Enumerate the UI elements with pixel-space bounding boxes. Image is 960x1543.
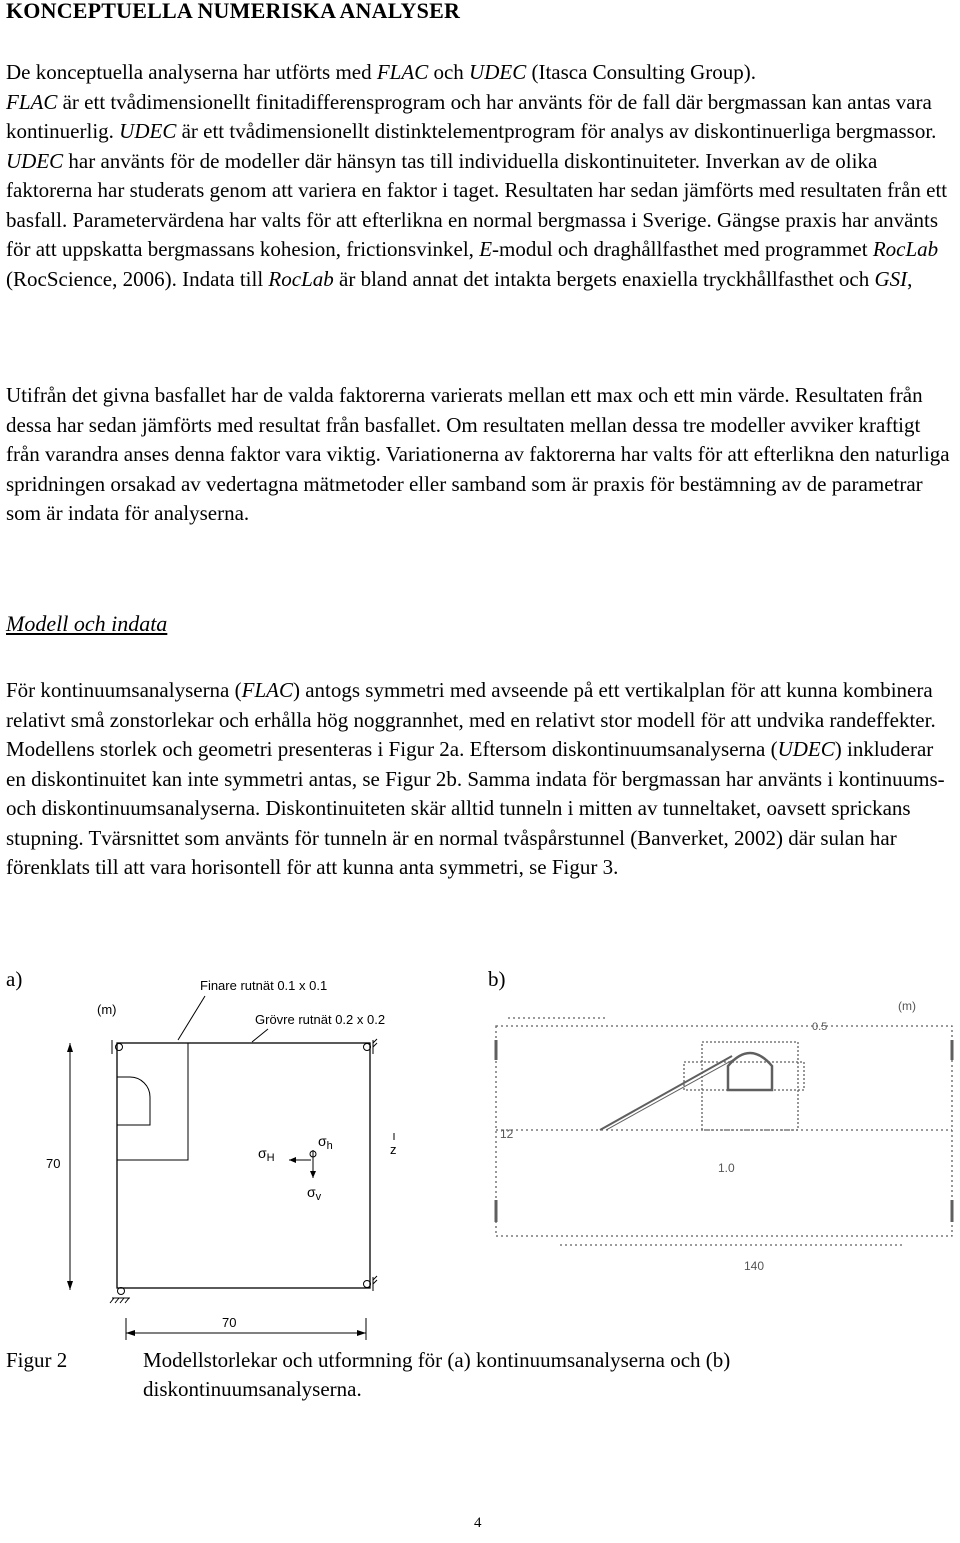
udec-term: UDEC <box>119 119 177 143</box>
sigma-vertical-label: $\sigma_v$ <box>307 1184 322 1203</box>
figure-caption-label: Figur 2 <box>6 1348 68 1372</box>
paragraph-base-case: Utifrån det givna basfallet har de valda faktorerna varierats mellan ett max och ett min värde. Resultaten från dessa har sedan jämförts med resultat från basfallet. Om resultaten mellan dessa tre modeller avviker kraftigt från varandra anses denna faktor vara viktig. Variationerna av faktorerna har valts för att efterlikna den naturliga spridningen orsakad av vedertagna mätmetoder eller samband som är praxis för bestämning av de parametrar som är indata för analyserna. <box>6 383 950 525</box>
paragraph-model <box>6 676 954 883</box>
section-title: KONCEPTUELLA NUMERISKA ANALYSER <box>6 0 461 23</box>
roller-support-bottom-left <box>110 1288 130 1304</box>
arrowhead-icon <box>357 1330 366 1336</box>
udec-term: UDEC <box>6 148 64 173</box>
flac-term: FLAC <box>376 60 429 84</box>
udec-unit-label: (m) <box>898 999 916 1013</box>
text-run: För kontinuumsanalyserna ( <box>6 678 242 702</box>
subsection-title: Modell och indata <box>6 611 168 636</box>
text-run: har använts för de modeller där hänsyn tas till individuella diskontinuiteter. Inverkan av de olika faktorerna har studerats genom att variera en faktor i taget. Resultaten har sedan jämförts med resultaten från ett basfall. Parametervärdena har valts för att efterlikna en normal bergmassa i Sverige. Gängse praxis har använts för att uppskatta bergmassans kohesion, frictionsvinkel, <box>6 148 948 261</box>
figure-2a-diagram <box>30 970 450 1340</box>
model-boundary <box>117 1043 370 1288</box>
text-run: (RocScience, 2006). Indata till <box>6 266 269 291</box>
text-run: är bland annat det intakta bergets enaxiella tryckhållfasthet och <box>333 266 875 291</box>
text-run: (Itasca Consulting Group). <box>526 60 756 84</box>
figure-label-b: b) <box>488 967 506 991</box>
arrowhead-icon <box>310 1171 316 1178</box>
arrowhead-icon <box>289 1157 296 1163</box>
sigma-horizontal-label: $\sigma_H$ <box>258 1145 275 1164</box>
model-boundary <box>496 1026 952 1236</box>
arrowhead-icon <box>67 1281 73 1290</box>
tunnel-outline <box>117 1077 150 1125</box>
paragraph-intro <box>6 58 954 294</box>
gsi-term: GSI <box>874 266 908 291</box>
text-run: ) inkluderar en diskontinuitet kan inte symmetri antas, se Figur 2b. Samma indata för bergmassan har använts i kontinuums- och diskontinuumsanalyserna. Diskontinuiteten skär alltid tunneln i mitten av tunneltaket, oavsett sprickans stupning. Tvärsnittet som använts för tunneln är en normal tvåspårstunnel (Banverket, 2002) där sulan har förenklats till att vara horisontell för att kunna anta symmetri, se Figur 3. <box>6 737 945 879</box>
fine-mesh-pointer <box>178 996 205 1040</box>
coarse-mesh-label: Grövre rutnät 0.2 x 0.2 <box>255 1012 386 1027</box>
flac-term: FLAC <box>6 89 58 114</box>
figure-2b-diagram <box>490 992 958 1277</box>
text-run: är ett tvådimensionellt finitadifferensprogram och har använts för de fall där bergmassan kan antas vara kontinuerlig. <box>6 89 932 143</box>
fine-mesh-region <box>702 1042 798 1130</box>
coarse-mesh-pointer <box>252 1029 268 1042</box>
udec-term: UDEC <box>469 60 527 84</box>
figure-label-a: a) <box>6 967 23 991</box>
text-run: , <box>907 266 913 291</box>
fine-mesh-region <box>117 1043 188 1160</box>
text-run: -modul och draghållfasthet med programmet <box>492 237 873 261</box>
udec-label-side: 12 <box>500 1127 514 1141</box>
discontinuity-line <box>606 1057 738 1130</box>
text-run: är ett tvådimensionellt distinktelementprogram för analys av diskontinuerliga bergmassor. <box>176 119 937 143</box>
z-axis-label: z <box>390 1142 397 1157</box>
arrowhead-icon <box>126 1330 135 1336</box>
sigma-out-of-plane-label: $\sigma_h$ <box>318 1133 333 1152</box>
fine-mesh-label: Finare rutnät 0.1 x 0.1 <box>200 978 328 993</box>
arrowhead-icon <box>67 1043 73 1052</box>
figure-caption-text: Modellstorlekar och utformning för (a) kontinuumsanalyserna och (b) diskontinuumsanalyserna. <box>143 1348 731 1401</box>
text-run: ) antogs symmetri med avseende på ett vertikalplan för att kunna kombinera relativt små zonstorlekar och erhålla hög noggrannhet, med en relativt stor modell för att undvika randeffekter. Modellens storlek och geometri presenteras i Figur 2a. Eftersom diskontinuumsanalyserna ( <box>6 678 936 761</box>
flac-term: FLAC <box>241 678 293 702</box>
text-run: De konceptuella analyserna har utförts med <box>6 60 377 84</box>
text-run: och <box>428 60 470 84</box>
roclab-term: RocLab <box>872 237 939 261</box>
udec-term: UDEC <box>777 737 835 761</box>
height-label: 70 <box>46 1156 61 1171</box>
udec-width-label: 140 <box>744 1259 765 1273</box>
udec-label-upper: 0.5 <box>812 1021 828 1033</box>
discontinuity-line <box>600 1056 732 1130</box>
roclab-term: RocLab <box>268 266 334 291</box>
e-term: E <box>479 237 493 261</box>
page-number: 4 <box>474 1515 482 1531</box>
unit-label: (m) <box>97 1002 117 1017</box>
udec-label-lower: 1.0 <box>718 1161 735 1175</box>
width-label: 70 <box>222 1315 237 1330</box>
tunnel-outline <box>728 1053 772 1090</box>
